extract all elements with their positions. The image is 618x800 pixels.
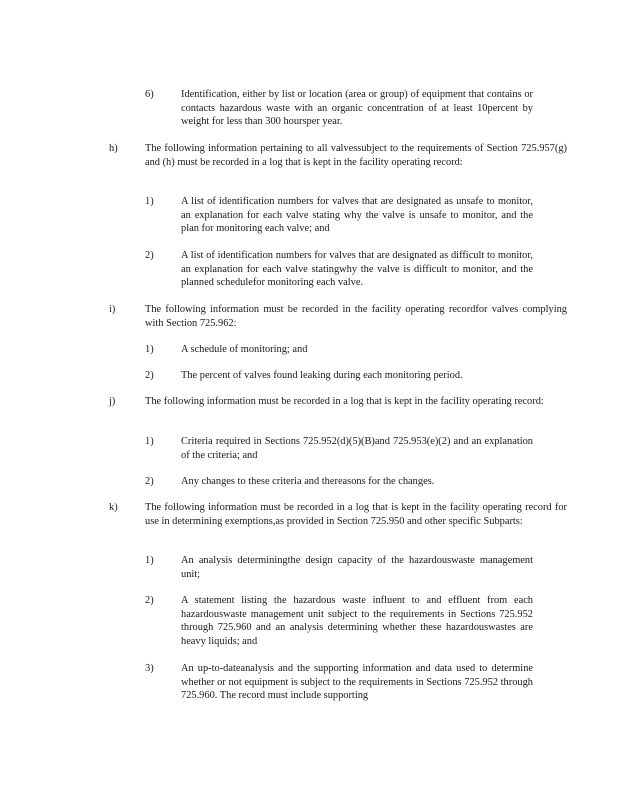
item-label: 2) bbox=[145, 250, 154, 261]
item-text: A schedule of monitoring; and bbox=[181, 344, 308, 355]
item-text: Criteria required in Sections 725.952(d)(5)(B)and 725.953(e)(2) and an explanation of the criteria; and bbox=[181, 436, 533, 461]
item-text: A list of identification numbers for valves that are designated as unsafe to monitor, an explanation for each valve stating why the valve is unsafe to monitor, and the plan for monitoring each valve; and bbox=[181, 196, 533, 235]
item-label: 1) bbox=[145, 196, 154, 207]
item-label: 2) bbox=[145, 476, 154, 487]
item-label: 6) bbox=[145, 89, 154, 100]
section-text: The following information pertaining to all valvessubject to the requirements of Section 725.957(g) and (h) must be recorded in a log that is kept in the facility operating record: bbox=[145, 143, 567, 168]
item-label: 2) bbox=[145, 595, 154, 606]
item-text: The percent of valves found leaking during each monitoring period. bbox=[181, 370, 463, 381]
item-label: 1) bbox=[145, 344, 154, 355]
section-label: h) bbox=[109, 143, 118, 154]
item-text: Identification, either by list or location (area or group) of equipment that contains or contacts hazardous waste with an organic concentration of at least 10percent by weight for less than 300 hoursper year. bbox=[181, 89, 533, 128]
item-text: An up-to-dateanalysis and the supporting information and data used to determine whether or not equipment is subject to the requirements in Sections 725.952 through 725.960. The record must include supporting bbox=[181, 663, 533, 702]
item-label: 1) bbox=[145, 436, 154, 447]
section-label: j) bbox=[109, 396, 116, 407]
section-text: The following information must be recorded in the facility operating recordfor valves complying with Section 725.962: bbox=[145, 304, 567, 329]
item-text: An analysis determiningthe design capacity of the hazardouswaste management unit; bbox=[181, 555, 533, 580]
item-label: 1) bbox=[145, 555, 154, 566]
item-text: A list of identification numbers for valves that are designated as difficult to monitor, an explanation for each valve statingwhy the valve is difficult to monitor, and the planned schedulefor monitoring each valve. bbox=[181, 250, 533, 289]
section-label: i) bbox=[109, 304, 116, 315]
item-text: A statement listing the hazardous waste influent to and effluent from each hazardouswaste management unit subject to the requirements in Sections 725.952 through 725.960 and an analysis determining whether these hazardouswastes are heavy liquids; and bbox=[181, 595, 533, 647]
section-text: The following information must be recorded in a log that is kept in the facility operating record: bbox=[145, 396, 544, 407]
section-text: The following information must be recorded in a log that is kept in the facility operating record for use in determining exemptions,as provided in Section 725.950 and other specific Subparts: bbox=[145, 502, 567, 527]
item-text: Any changes to these criteria and thereasons for the changes. bbox=[181, 476, 435, 487]
section-label: k) bbox=[109, 502, 118, 513]
item-label: 3) bbox=[145, 663, 154, 674]
item-label: 2) bbox=[145, 370, 154, 381]
